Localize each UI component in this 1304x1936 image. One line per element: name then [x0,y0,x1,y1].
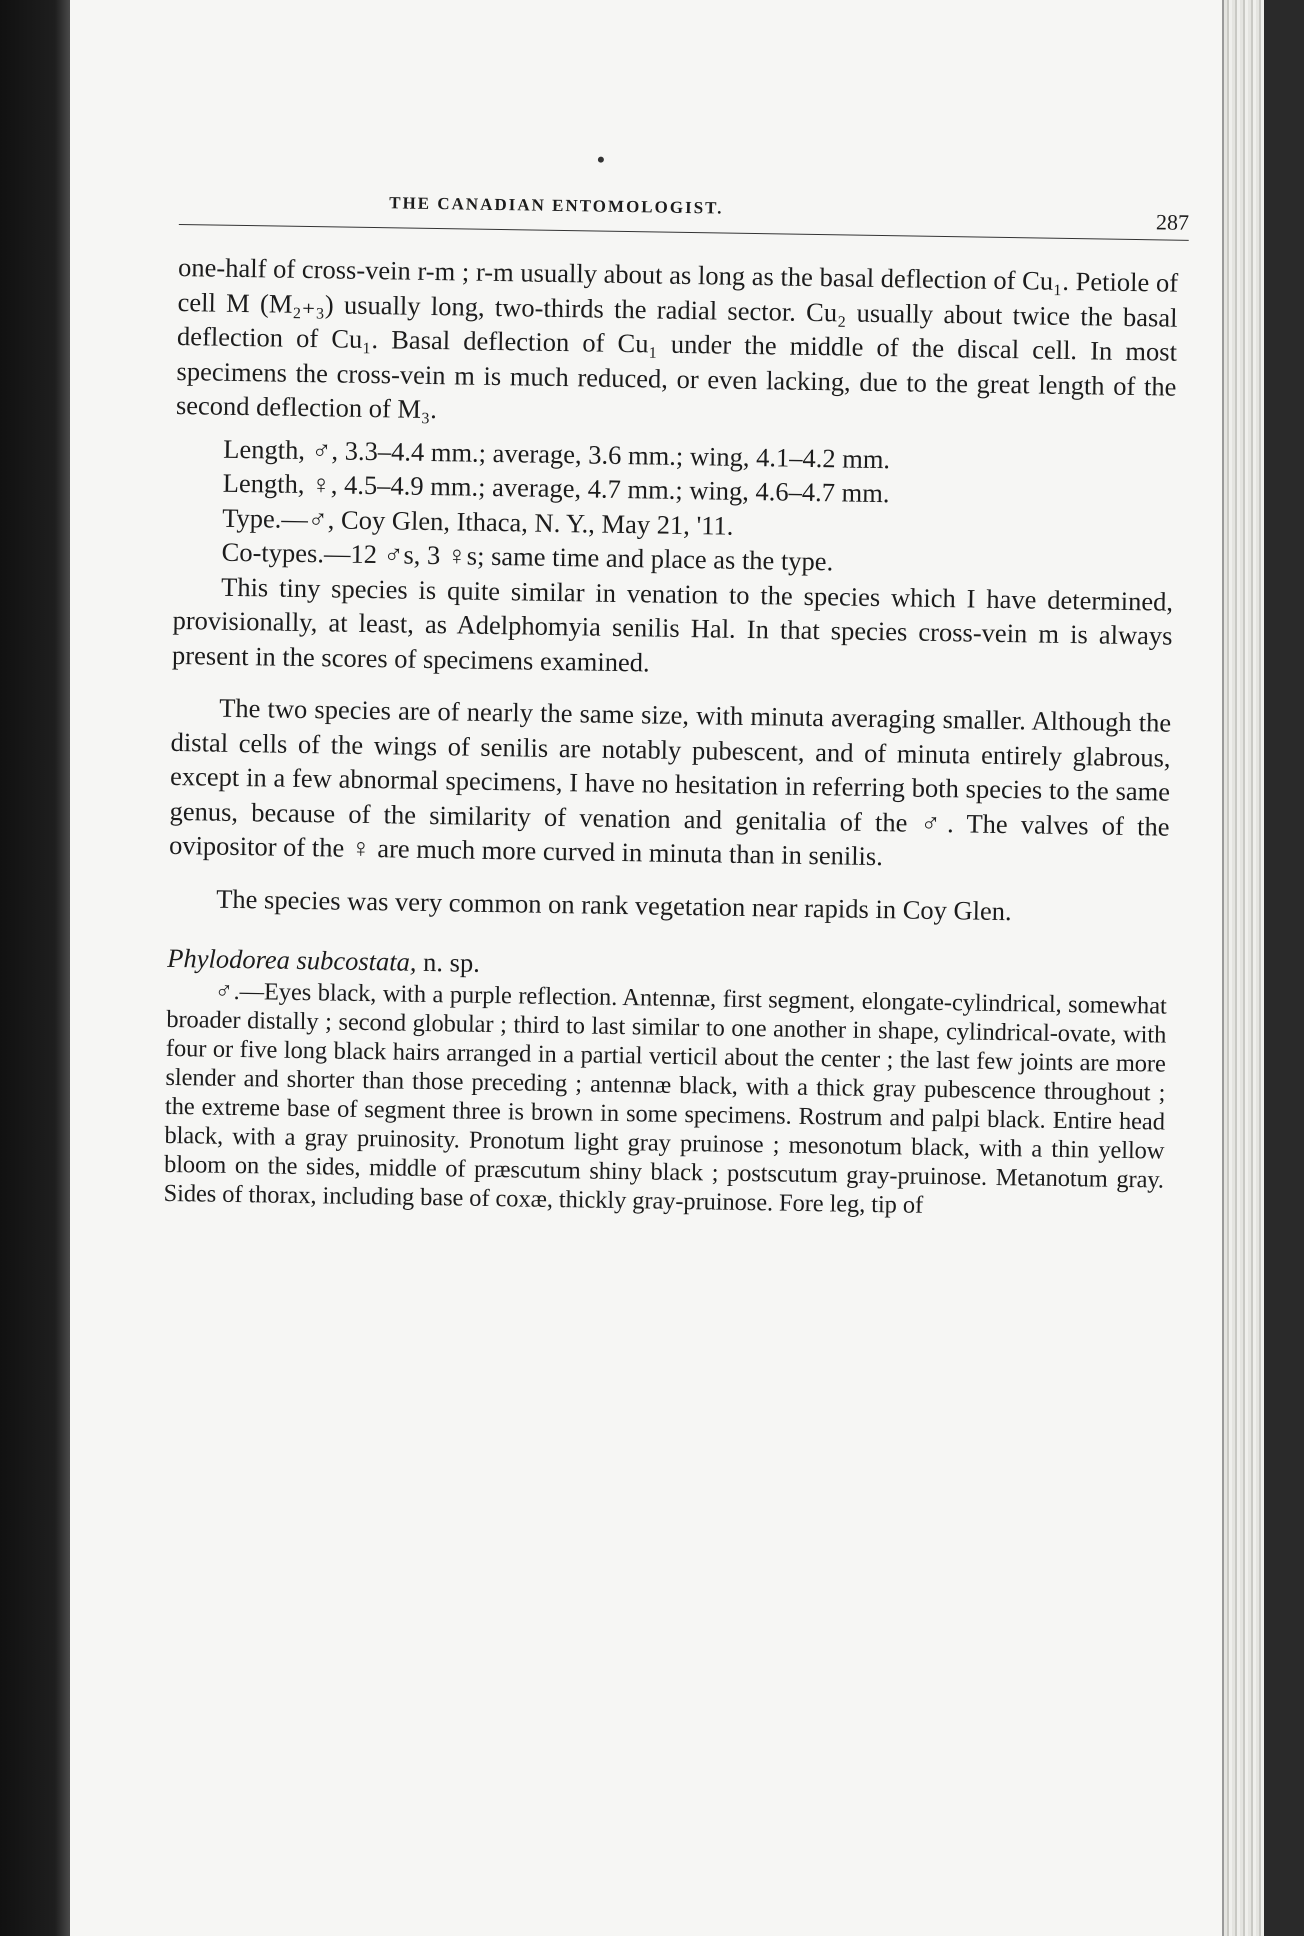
ink-dot [598,157,604,163]
paragraph-comparison: This tiny species is quite similar in venation to the species which I have determined, provisionally, at least, as Adelphomyia senilis Hal. In that species cross-vein m is always present in the scores of specimens examined. [171,571,1174,677]
type-locality-line: Type.—♂, Coy Glen, Ithaca, N. Y., May 21, '11. [222,502,734,541]
page-number: 287 [1155,209,1190,235]
paragraph-species-size: The two species are of nearly the same size, with minuta averaging smaller. Although the distal cells of the wings of senilis are notably pubescent, and of minuta entirely glabrous, except in a few abnormal specimens, I have no hesitation in referring both species to the same genus, because of the similarity of venation and genitalia of the ♂. The valves of the ovipositor of the ♀ are much more curved in minuta than in senilis. [168,692,1172,872]
new-species-marker: n. sp. [422,946,481,978]
measurement-line-female: Length, ♀, 4.5–4.9 mm.; average, 4.7 mm.; wing, 4.6–4.7 mm. [222,467,890,509]
description-block [163,975,1167,1223]
book-gutter-shadow [0,0,70,1936]
journal-title: THE CANADIAN ENTOMOLOGIST. [389,193,724,218]
book-page [70,0,1264,1936]
measurement-line-male: Length, ♂, 3.3–4.4 mm.; average, 3.6 mm.; wing, 4.1–4.2 mm. [223,433,891,474]
paragraph-habitat: The species was very common on rank vegetation near rapids in Coy Glen. [216,883,1012,926]
paragraph-male-description: ♂.—Eyes black, with a purple reflection. Antennæ, first segment, elongate-cylindrical, somewhat broader distally ; second globular ; third to last similar to one another in shape, cylindrical-ovate, with four or five long black hairs arranged in a partial verticil about the center ; the last few joints are more slender and shorter than those preceding ; antennæ black, with a thick gray pubescence throughout ; the extreme base of segment three is brown in some specimens. Rostrum and palpi black. Entire head black, with a gray pruinosity. Pronotum light gray pruinose ; mesonotum black, with a thin yellow bloom on the sides, middle of præscutum shiny black ; postscutum gray-pruinose. Metanotum gray. Sides of thorax, including base of coxæ, thickly gray-pruinose. Fore leg, tip of [163,977,1167,1219]
paragraph-venation: one-half of cross-vein r-m ; r-m usually about as long as the basal deflection of Cu₁. Petiole of cell M (M₂₊₃) usually long, two-thirds the radial sector. Cu₂ usually about twice the basal deflection of Cu₁. Basal deflection of Cu₁ under the middle of the discal cell. In most specimens the cross-vein m is much reduced, or even lacking, due to the great length of the second deflection of M₃. [175,251,1179,425]
page-content [163,150,1190,1223]
page-edges [1222,0,1264,1936]
measurements-block [173,430,1175,584]
header-rule [179,224,1189,241]
species-name: Phylodorea subcostata, [167,942,417,977]
cotypes-line: Co-types.—12 ♂s, 3 ♀s; same time and place as the type. [221,536,834,577]
